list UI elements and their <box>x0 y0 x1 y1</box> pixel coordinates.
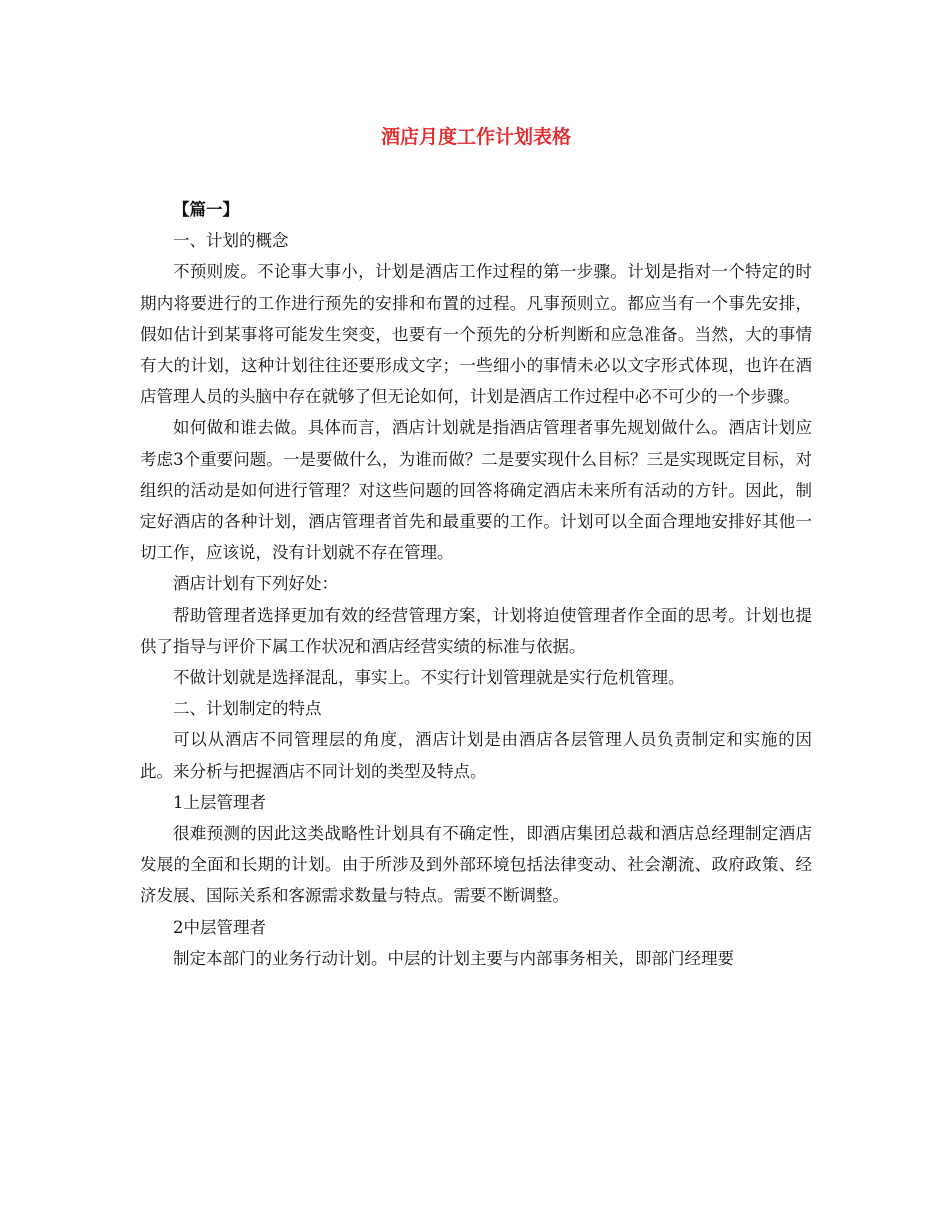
heading-plan-concept: 一、计划的概念 <box>173 231 289 251</box>
paragraph-upper-management: 很难预测的因此这类战略性计划具有不确定性，即酒店集团总裁和酒店总经理制定酒店发展的全面和长期的计划。由于所涉及到外部环境包括法律变动、社会潮流、政府政策、经济发展、国际关系和客源需求数量与特点。需要不断调整。 <box>140 824 812 906</box>
paragraph-plan-questions: 如何做和谁去做。具体而言，酒店计划就是指酒店管理者事先规划做什么。酒店计划应考虑3个重要问题。一是要做什么，为谁而做？二是要实现什么目标？三是实现既定目标，对组织的活动是如何进行管理？对这些问题的回答将确定酒店未来所有活动的方针。因此，制定好酒店的各种计划，酒店管理者首先和最重要的工作。计划可以全面合理地安排好其他一切工作，应该说，没有计划就不存在管理。 <box>140 418 812 563</box>
heading-upper-management: 1上层管理者 <box>173 792 266 812</box>
heading-plan-features: 二、计划制定的特点 <box>173 699 322 719</box>
document-title: 酒店月度工作计划表格 <box>380 126 571 148</box>
paragraph-no-plan-chaos: 不做计划就是选择混乱，事实上。不实行计划管理就是实行危机管理。 <box>173 668 685 688</box>
document-body <box>140 194 812 974</box>
paragraph-management-levels: 可以从酒店不同管理层的角度，酒店计划是由酒店各层管理人员负责制定和实施的因此。来分析与把握酒店不同计划的类型及特点。 <box>140 730 812 781</box>
paragraph-middle-management: 制定本部门的业务行动计划。中层的计划主要与内部事务相关，即部门经理要 <box>173 948 734 968</box>
paragraph-plan-benefits: 帮助管理者选择更加有效的经营管理方案，计划将迫使管理者作全面的思考。计划也提供了指导与评价下属工作状况和酒店经营实绩的标准与依据。 <box>140 605 812 656</box>
section-heading-part-one: 【篇一】 <box>173 200 239 219</box>
heading-middle-management: 2中层管理者 <box>173 917 266 937</box>
paragraph-plan-benefits-intro: 酒店计划有下列好处： <box>173 574 338 594</box>
paragraph-plan-definition: 不预则废。不论事大事小，计划是酒店工作过程的第一步骤。计划是指对一个特定的时期内将要进行的工作进行预先的安排和布置的过程。凡事预则立。都应当有一个事先安排，假如估计到某事将可能发生突变，也要有一个预先的分析判断和应急准备。当然，大的事情有大的计划，这种计划往往还要形成文字；一些细小的事情未必以文字形式体现，也许在酒店管理人员的头脑中存在就够了但无论如何，计划是酒店工作过程中必不可少的一个步骤。 <box>140 262 812 407</box>
